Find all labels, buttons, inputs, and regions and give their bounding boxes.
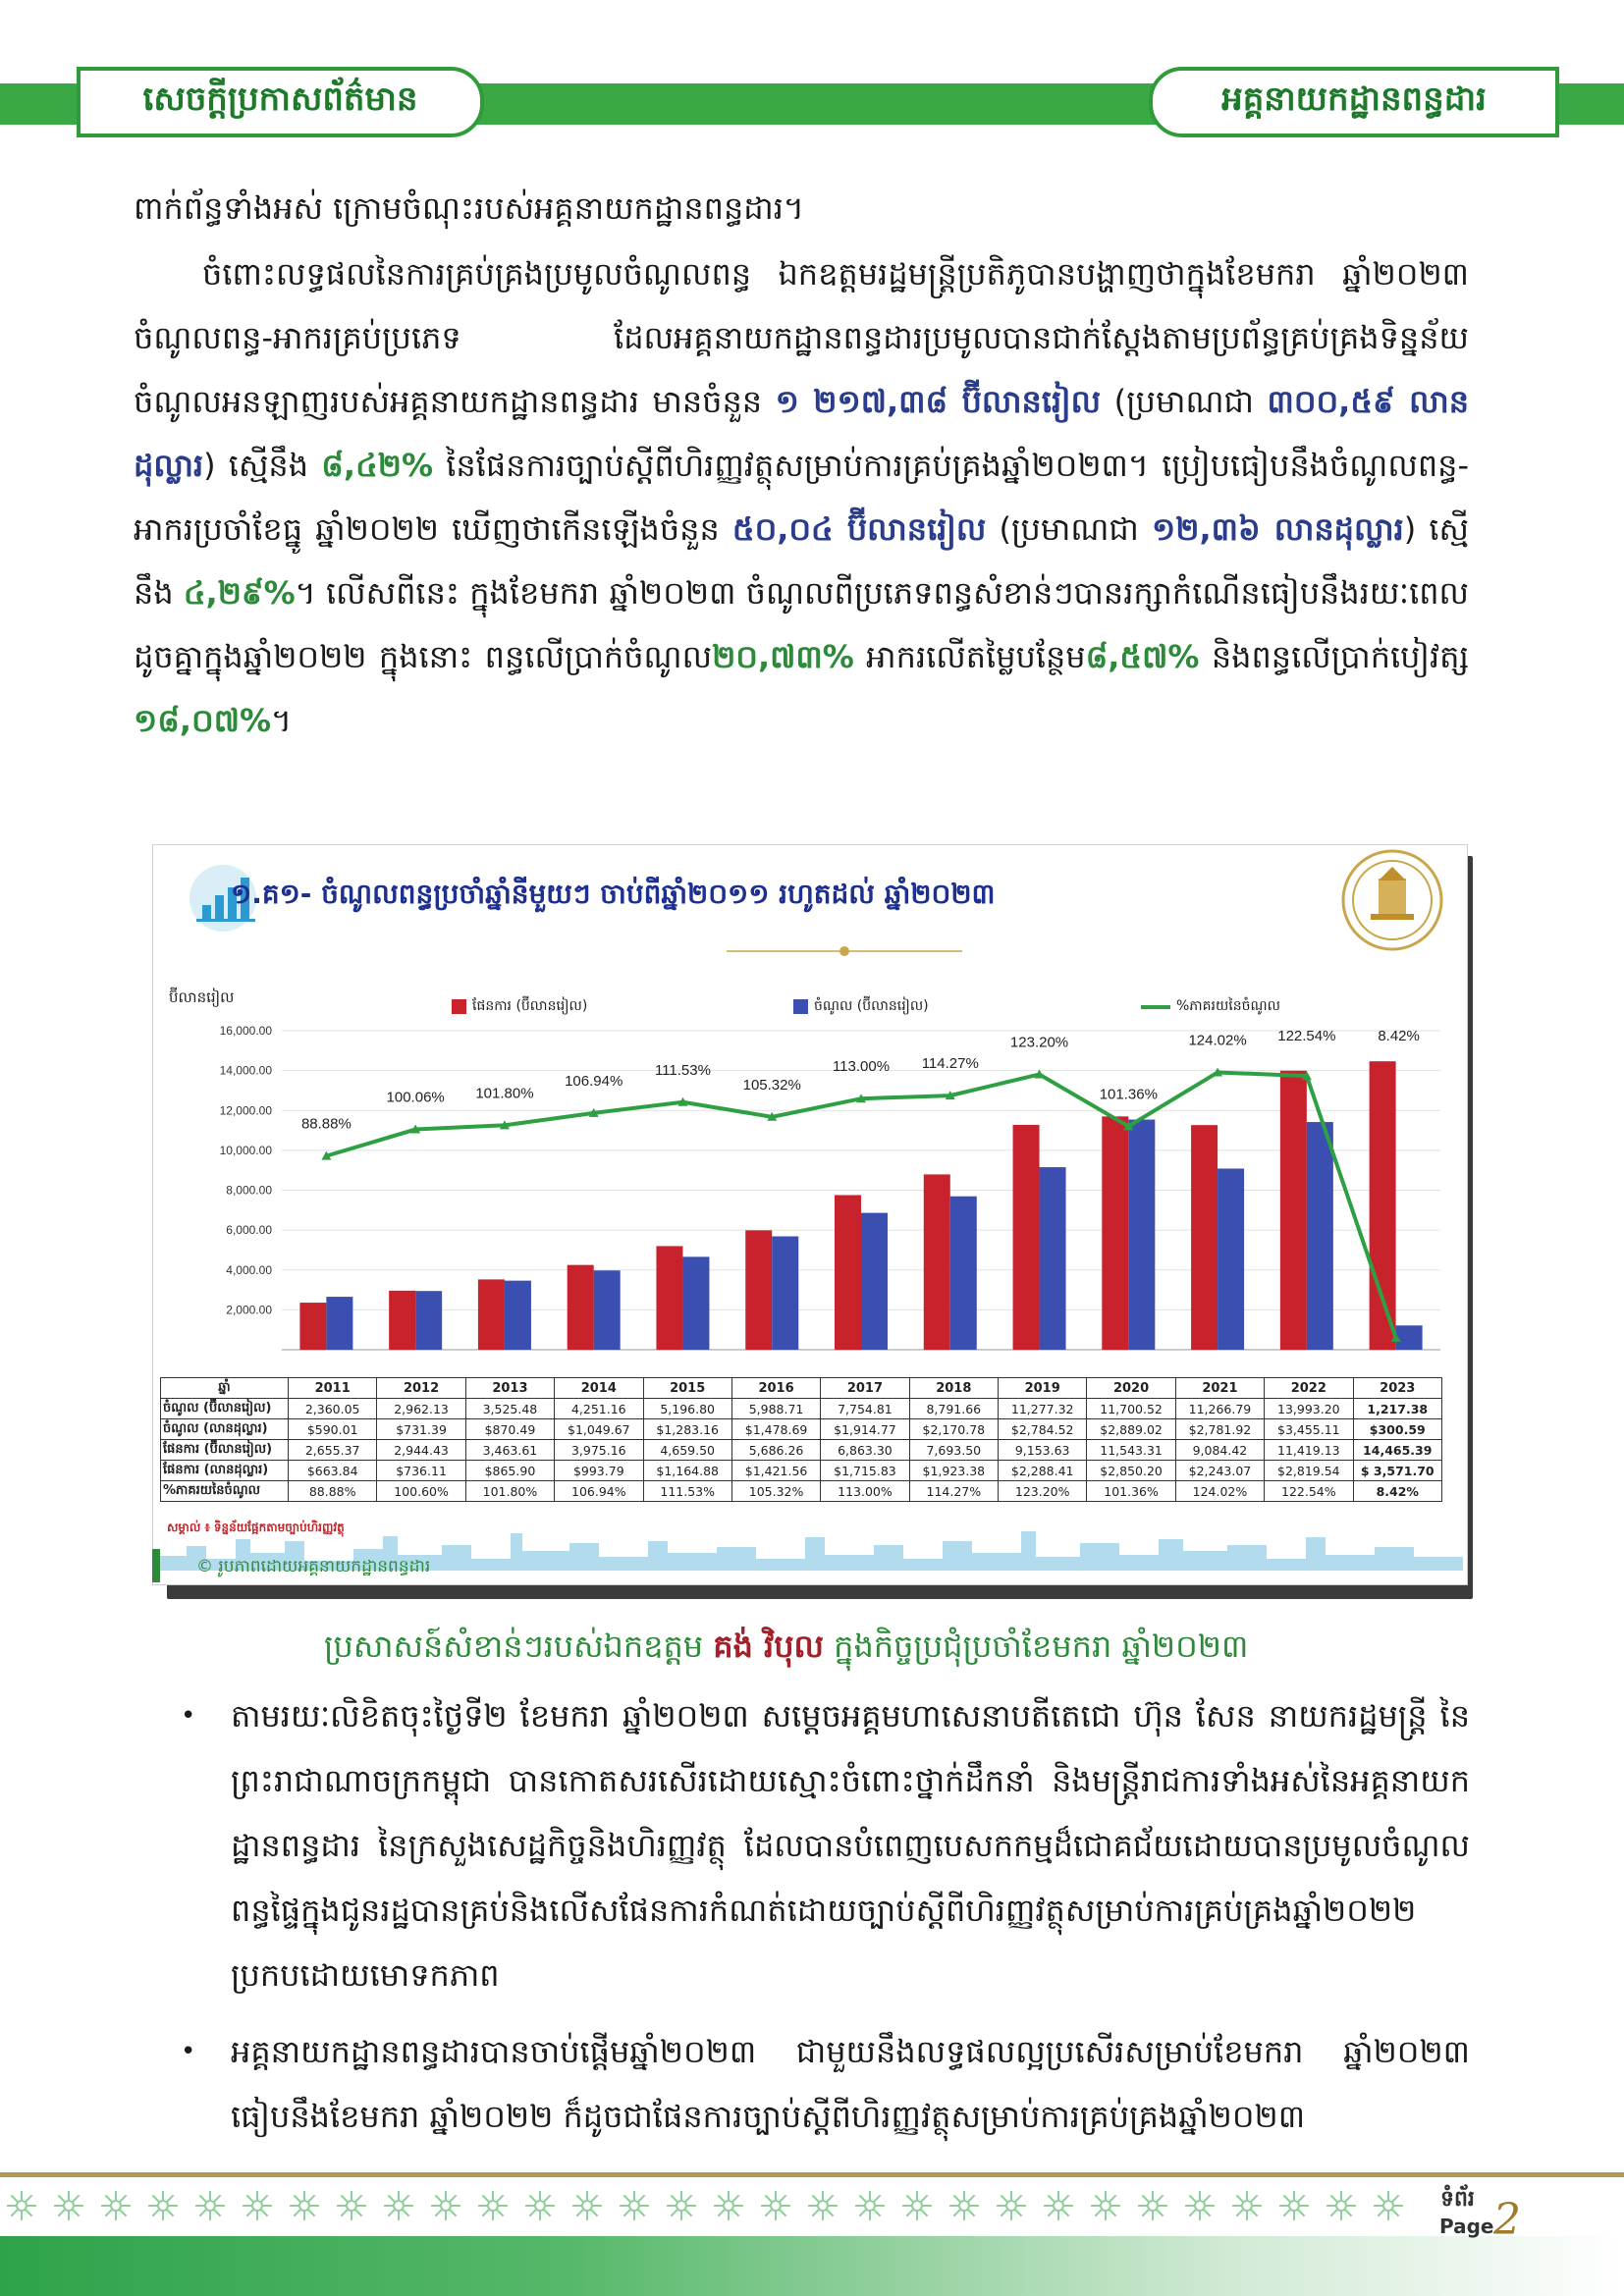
table-cell: 7,693.50 [909, 1440, 998, 1461]
table-row-label: ចំណូល (ប៊ីលានរៀល) [161, 1399, 289, 1419]
footer-ornament-motif [761, 2191, 790, 2220]
table-header-year: 2011 [289, 1378, 377, 1399]
table-cell: 88.88% [289, 1481, 377, 1502]
footer-ornament-motif [902, 2191, 932, 2220]
table-cell: $3,455.11 [1265, 1419, 1353, 1440]
bullet-dot-1: • [181, 1701, 196, 1731]
bar-revenue [415, 1291, 442, 1350]
table-cell: 3,525.48 [465, 1399, 554, 1419]
footer-ornament-motif [1138, 2191, 1167, 2220]
table-cell: 5,196.80 [643, 1399, 731, 1419]
percent-data-label: 122.54% [1277, 1028, 1336, 1044]
table-cell: 122.54% [1265, 1481, 1353, 1502]
table-cell: 124.02% [1175, 1481, 1264, 1502]
footer-ornament-motif [1185, 2191, 1215, 2220]
footer-ornament-motif [1374, 2191, 1403, 2220]
bar-plan [299, 1303, 326, 1350]
title-ornament-icon [727, 945, 962, 957]
table-cell: 123.20% [999, 1481, 1087, 1502]
chart-note: សម្គាល់ ៖ ទិន្នន័យផ្អែកតាមច្បាប់ហិរញ្ញវត្ថុ [167, 1521, 345, 1534]
footer-ornament-motif [148, 2191, 178, 2220]
table-header-year: 2016 [731, 1378, 820, 1399]
table-header-year: 2020 [1087, 1378, 1175, 1399]
table-cell: 11,700.52 [1087, 1399, 1175, 1419]
table-cell: 100.60% [377, 1481, 465, 1502]
table-cell: 105.32% [731, 1481, 820, 1502]
table-cell: $2,243.07 [1175, 1461, 1264, 1481]
footer-gold-line [0, 2172, 1624, 2177]
table-cell: 2,360.05 [289, 1399, 377, 1419]
footer-ornament-motif [855, 2191, 885, 2220]
bar-revenue [594, 1270, 621, 1350]
revenue-riel-value: ១ ២១៧,៣៨ ប៊ីលានរៀល [775, 383, 1102, 420]
credit-accent-bar [152, 1549, 160, 1582]
table-cell: 2,655.37 [289, 1440, 377, 1461]
percent-data-label: 124.02% [1188, 1032, 1247, 1049]
speech-caption: ប្រសាសន៍សំខាន់ៗរបស់ឯកឧត្តម គង់ វិបុល ក្នុងកិច្ចប្រជុំប្រចាំខែមករា ឆ្នាំ២០២៣ [324, 1628, 1249, 1665]
table-cell: 2,944.43 [377, 1440, 465, 1461]
footer-ornament-motif [949, 2191, 979, 2220]
table-cell: 114.27% [909, 1481, 998, 1502]
y-tick-label: 4,000.00 [226, 1262, 272, 1277]
table-cell: 113.00% [821, 1481, 909, 1502]
bar-plan [478, 1279, 505, 1350]
bar-revenue [950, 1197, 977, 1350]
table-cell: 6,863.30 [821, 1440, 909, 1461]
table-cell: $2,170.78 [909, 1419, 998, 1440]
bullet-dot-2: • [181, 2037, 196, 2066]
percent-data-label: 113.00% [832, 1058, 891, 1076]
percent-data-label: 100.06% [386, 1089, 445, 1106]
bar-revenue [326, 1297, 352, 1350]
bar-revenue [861, 1213, 888, 1350]
table-header-year: 2022 [1265, 1378, 1353, 1399]
table-row [161, 1419, 1442, 1440]
page-number: 2 [1493, 2195, 1521, 2245]
table-cell: $1,283.16 [643, 1419, 731, 1440]
paragraph-revenue-summary: ចំពោះលទ្ធផលនៃការគ្រប់គ្រងប្រមូលចំណូលពន្ធ ឯកឧត្តមរដ្ឋមន្ត្រីប្រតិភូបានបង្ហាញថាក្នុងខែមករា ឆ្នាំ២០២៣ ចំណូលពន្ធ-អាករគ្រប់ប្រភេទ ដែលអគ្គនាយកដ្ឋានពន្ធដារប្រមូលបានជាក់ស្តែងតាមប្រព័ន្ធគ្រប់គ្រងទិន្នន័យចំណូលអនឡាញរបស់អគ្គនាយកដ្ឋានពន្ធដារ មានចំនួន ១ ២១៧,៣៨ ប៊ីលានរៀល (ប្រមាណជា ៣០០,៥៩ លានដុល្លារ) ស្មើនឹង ៨,៤២% នៃផែនការច្បាប់ស្តីពីហិរញ្ញវត្ថុសម្រាប់ការគ្រប់គ្រងឆ្នាំ២០២៣។ ប្រៀបធៀបនឹងចំណូលពន្ធ-អាករប្រចាំខែធ្នូ ឆ្នាំ២០២២ ឃើញថាកើនឡើងចំនួន ៥០,០៤ ប៊ីលានរៀល (ប្រមាណជា ១២,៣៦ លានដុល្លារ) ស្មើនឹង ៤,២៩%។ លើសពីនេះ ក្នុងខែមករា ឆ្នាំ២០២៣ ចំណូលពីប្រភេទពន្ធសំខាន់ៗបានរក្សាកំណើនធៀបនឹងរយៈពេលដូចគ្នាក្នុងឆ្នាំ២០២២ ក្នុងនោះ ពន្ធលើប្រាក់ចំណូល២០,៧៣% អាករលើតម្លៃបន្ថែម៨,៥៧% និងពន្ធលើប្រាក់បៀវត្ស ១៨,០៧%។ [134, 255, 1469, 739]
table-cell: 4,659.50 [643, 1440, 731, 1461]
footer-ornament-motif [997, 2191, 1026, 2220]
table-cell: $300.59 [1353, 1419, 1442, 1440]
table-cell: 11,419.13 [1265, 1440, 1353, 1461]
bullet-item-1: តាមរយៈលិខិតចុះថ្ងៃទី២ ខែមករា ឆ្នាំ២០២៣ សម្តេចអគ្គមហាសេនាបតីតេជោ ហ៊ុន សែន នាយករដ្ឋមន្ត្រី នៃព្រះរាជាណាចក្រកម្ពុជា បានកោតសរសើរដោយស្មោះចំពោះថ្នាក់ដឹកនាំ និងមន្ត្រីរាជការទាំងអស់នៃអគ្គនាយកដ្ឋានពន្ធដារ នៃក្រសួងសេដ្ឋកិច្ចនិងហិរញ្ញវត្ថុ ដែលបានបំពេញបេសកកម្មដ៏ជោគជ័យដោយបានប្រមូលចំណូលពន្ធផ្ទៃក្នុងជូនរដ្ឋបានគ្រប់និងលើសផែនការកំណត់ដោយច្បាប់ស្តីពីហិរញ្ញវត្ថុសម្រាប់ការគ្រប់គ្រងឆ្នាំ២០២២ ប្រកបដោយមោទកភាព [231, 1697, 1470, 1994]
table-cell: 9,153.63 [999, 1440, 1087, 1461]
table-row [161, 1399, 1442, 1419]
table-cell: 11,266.79 [1175, 1399, 1264, 1419]
footer-ornament-motif [1326, 2191, 1356, 2220]
table-header-year: 2014 [555, 1378, 643, 1399]
table-cell: $2,889.02 [1087, 1419, 1175, 1440]
footer-ornament-motif [384, 2191, 413, 2220]
page-label-en: Page [1439, 2215, 1494, 2238]
percent-data-label: 111.53% [654, 1061, 711, 1079]
revenue-usd-value: ៣០០,៥៩ លានដុល្លារ [134, 383, 1469, 484]
footer-ornament-motif [431, 2191, 460, 2220]
bar-revenue [1218, 1168, 1244, 1350]
table-header-year: 2023 [1353, 1378, 1442, 1399]
table-row [161, 1440, 1442, 1461]
table-cell: 11,543.31 [1087, 1440, 1175, 1461]
footer-ornament-motif [290, 2191, 319, 2220]
bar-plan [568, 1265, 594, 1350]
percent-data-label: 8.42% [1378, 1028, 1420, 1044]
vat-percent: ៨,៥៧% [1085, 638, 1200, 675]
revenue-plan-percent: ៨,៤២% [321, 447, 433, 484]
bar-revenue [505, 1281, 531, 1350]
footer-ornament-motif [620, 2191, 649, 2220]
table-cell: $2,781.92 [1175, 1419, 1264, 1440]
table-row-label: ចំណូល (លានដុល្លារ) [161, 1419, 289, 1440]
bar-revenue [1128, 1120, 1155, 1350]
table-cell: $1,049.67 [555, 1419, 643, 1440]
official-name: គង់ វិបុល [713, 1628, 824, 1665]
footer-ornament-pattern [0, 2181, 1414, 2230]
bar-plan [1370, 1061, 1396, 1350]
header-left-title: សេចក្តីប្រកាសព័ត៌មាន [77, 67, 484, 137]
bar-revenue [682, 1256, 709, 1350]
table-cell: 8,791.66 [909, 1399, 998, 1419]
table-cell: 106.94% [555, 1481, 643, 1502]
paragraph-intro: ពាក់ព័ន្ធទាំងអស់ ក្រោមចំណុះរបស់អគ្គនាយកដ្ឋានពន្ធដារ។ [134, 189, 804, 227]
table-cell: $1,164.88 [643, 1461, 731, 1481]
table-cell: 9,084.42 [1175, 1440, 1264, 1461]
percent-data-label: 101.36% [1099, 1086, 1158, 1103]
table-cell: $1,914.77 [821, 1419, 909, 1440]
percent-data-label: 106.94% [565, 1072, 623, 1090]
table-header-year: 2012 [377, 1378, 465, 1399]
table-cell: $2,850.20 [1087, 1461, 1175, 1481]
table-cell: 5,686.26 [731, 1440, 820, 1461]
chart-data-table [160, 1377, 1442, 1502]
table-cell: $1,478.69 [731, 1419, 820, 1440]
bar-plan [1191, 1125, 1218, 1350]
increase-usd-value: ១២,៣៦ លានដុល្លារ [1152, 510, 1404, 548]
footer-ornament-motif [478, 2191, 508, 2220]
footer-ornament-motif [101, 2191, 131, 2220]
legend-revenue: ចំណូល (ប៊ីលានរៀល) [793, 996, 929, 1017]
footer-ornament-motif [243, 2191, 272, 2220]
y-tick-label: 12,000.00 [219, 1103, 272, 1118]
table-cell: $590.01 [289, 1419, 377, 1440]
table-header-year: 2021 [1175, 1378, 1264, 1399]
bar-revenue [1307, 1122, 1333, 1350]
footer-ornament-motif [337, 2191, 366, 2220]
page-label-kh: ទំព័រ [1440, 2187, 1475, 2212]
chart-title: ១.គ១- ចំណូលពន្ធប្រចាំឆ្នាំនីមួយៗ ចាប់ពីឆ្នាំ២០១១ រហូតដល់ ឆ្នាំ២០២៣ [231, 878, 996, 910]
y-axis-unit-label: ប៊ីលានរៀល [169, 988, 235, 1006]
table-cell: 14,465.39 [1353, 1440, 1442, 1461]
footer-ornament-motif [54, 2191, 83, 2220]
table-cell: 111.53% [643, 1481, 731, 1502]
footer-ornament-motif [525, 2191, 555, 2220]
table-cell: 5,988.71 [731, 1399, 820, 1419]
increase-percent: ៤,២៩% [183, 574, 296, 612]
table-cell: 13,993.20 [1265, 1399, 1353, 1419]
y-tick-label: 8,000.00 [226, 1183, 272, 1198]
table-cell: $1,715.83 [821, 1461, 909, 1481]
bar-plan [745, 1230, 772, 1350]
footer-ornament-motif [667, 2191, 696, 2220]
bar-plan [924, 1174, 950, 1350]
bar-plan [835, 1195, 861, 1350]
legend-percent: %ភាគរយនៃចំណូល [1141, 996, 1280, 1017]
bar-revenue [1040, 1167, 1066, 1350]
bullet-item-2: អគ្គនាយកដ្ឋានពន្ធដារបានចាប់ផ្តើមឆ្នាំ២០២៣ ជាមួយនឹងលទ្ធផលល្អប្រសើរសម្រាប់ខែមករា ឆ្នាំ២០២៣ ធៀបនឹងខែមករា ឆ្នាំ២០២២ ក៏ដូចជាផែនការច្បាប់ស្តីពីហិរញ្ញវត្ថុសម្រាប់ការគ្រប់គ្រងឆ្នាំ២០២៣ [231, 2033, 1470, 2135]
footer-gradient-band [0, 2236, 1624, 2296]
table-row-label: %ភាគរយនៃចំណូល [161, 1481, 289, 1502]
bar-plan [1280, 1071, 1307, 1350]
header-right-title: អគ្គនាយកដ្ឋានពន្ធដារ [1149, 67, 1559, 137]
table-cell: 3,975.16 [555, 1440, 643, 1461]
table-cell: $ 3,571.70 [1353, 1461, 1442, 1481]
bar-plan [1102, 1116, 1128, 1350]
table-cell: $1,421.56 [731, 1461, 820, 1481]
table-header-year: 2015 [643, 1378, 731, 1399]
table-row [161, 1481, 1442, 1502]
footer-ornament-motif [1044, 2191, 1073, 2220]
ministry-seal-icon [1341, 849, 1444, 952]
table-cell: 2,962.13 [377, 1399, 465, 1419]
table-row-label: ផែនការ (ប៊ីលានរៀល) [161, 1440, 289, 1461]
salary-tax-percent: ១៨,០៧% [134, 702, 271, 739]
table-cell: $663.84 [289, 1461, 377, 1481]
table-cell: 11,277.32 [999, 1399, 1087, 1419]
percent-data-label: 123.20% [1009, 1034, 1069, 1051]
table-header-year: 2019 [999, 1378, 1087, 1399]
footer-ornament-motif [1091, 2191, 1120, 2220]
percent-data-label: 105.32% [742, 1076, 801, 1094]
table-header-year: 2013 [465, 1378, 554, 1399]
table-row-label: ផែនការ (លានដុល្លារ) [161, 1461, 289, 1481]
table-cell: 8.42% [1353, 1481, 1442, 1502]
percent-data-label: 114.27% [921, 1055, 979, 1073]
bar-revenue [1396, 1325, 1423, 1350]
table-cell: $736.11 [377, 1461, 465, 1481]
table-cell: $2,784.52 [999, 1419, 1087, 1440]
table-header-year: 2018 [909, 1378, 998, 1399]
footer-ornament-motif [1232, 2191, 1262, 2220]
footer-ornament-motif [808, 2191, 838, 2220]
table-cell: $993.79 [555, 1461, 643, 1481]
table-cell: $1,923.38 [909, 1461, 998, 1481]
table-cell: $731.39 [377, 1419, 465, 1440]
increase-riel-value: ៥០,០៤ ប៊ីលានរៀល [731, 510, 987, 548]
revenue-chart [159, 1011, 1455, 1379]
footer-ornament-motif [572, 2191, 602, 2220]
y-tick-label: 2,000.00 [226, 1303, 272, 1317]
bar-plan [656, 1246, 682, 1350]
legend-plan: ផែនការ (ប៊ីលានរៀល) [452, 996, 587, 1017]
table-cell: $870.49 [465, 1419, 554, 1440]
table-cell: $2,288.41 [999, 1461, 1087, 1481]
table-cell: $2,819.54 [1265, 1461, 1353, 1481]
table-cell: 1,217.38 [1353, 1399, 1442, 1419]
table-header-year: 2017 [821, 1378, 909, 1399]
bar-plan [389, 1291, 415, 1350]
bar-plan [1013, 1125, 1040, 1350]
bar-revenue [772, 1236, 798, 1350]
footer-ornament-motif [714, 2191, 743, 2220]
table-cell: 101.80% [465, 1481, 554, 1502]
table-cell: 7,754.81 [821, 1399, 909, 1419]
footer-ornament-motif [7, 2191, 36, 2220]
table-header-row [161, 1378, 1442, 1399]
table-header-year-label: ឆ្នាំ [161, 1378, 289, 1399]
percent-data-label: 88.88% [300, 1115, 352, 1133]
table-row [161, 1461, 1442, 1481]
footer-ornament-motif [1279, 2191, 1309, 2220]
footer-ornament-motif [195, 2191, 225, 2220]
table-cell: 101.36% [1087, 1481, 1175, 1502]
y-tick-label: 14,000.00 [219, 1063, 272, 1078]
table-cell: 3,463.61 [465, 1440, 554, 1461]
percent-data-label: 101.80% [475, 1085, 534, 1102]
table-cell: $865.90 [465, 1461, 554, 1481]
table-cell: 4,251.16 [555, 1399, 643, 1419]
y-tick-label: 6,000.00 [226, 1223, 272, 1238]
legend-line-green [1141, 1002, 1170, 1012]
income-tax-percent: ២០,៧៣% [712, 638, 854, 675]
y-tick-label: 10,000.00 [219, 1143, 272, 1157]
chart-credit: © រូបភាពដោយអគ្គនាយកដ្ឋានពន្ធដារ [196, 1557, 431, 1576]
y-tick-label: 16,000.00 [219, 1024, 272, 1038]
